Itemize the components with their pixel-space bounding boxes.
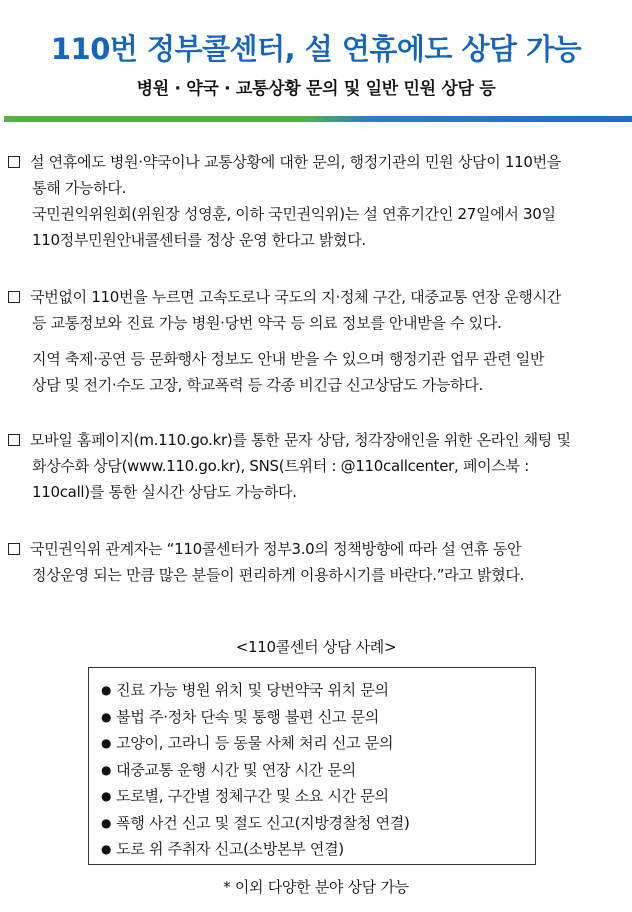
paragraph-line: 국민권익위원회(위원장 성영훈, 이하 국민권익위)는 설 연휴기간인 27일에서 30일 — [32, 205, 556, 223]
cases-title: <110콜센터 상담 사례> — [235, 638, 397, 656]
paragraph-line: 통해 가능하다. — [32, 179, 127, 197]
paragraph-line: 상담 및 전기·수도 고장, 학교폭력 등 각종 비긴급 신고상담도 가능하다. — [32, 376, 483, 394]
paragraph-line: 110call)를 통한 실시간 상담도 가능하다. — [32, 483, 297, 501]
bullet-icon: ● — [101, 815, 112, 830]
paragraph-2-continued — [8, 346, 628, 398]
paragraph-line: 등 교통정보와 진료 가능 병원·당번 약국 등 의료 정보를 안내받을 수 있다. — [32, 314, 502, 332]
paragraph-line: 국번없이 110번을 누르면 고속도로나 국도의 지·정체 구간, 대중교통 연장 운행시간 — [30, 288, 561, 306]
list-item: ● 대중교통 운행 시간 및 연장 시간 문의 — [101, 760, 356, 779]
divider-bar — [4, 116, 632, 122]
page-subtitle: 병원 · 약국 · 교통상황 문의 및 일반 민원 상담 등 — [136, 79, 496, 99]
bullet-icon: ● — [101, 762, 112, 777]
bullet-icon: ● — [101, 683, 112, 697]
checkbox-square-icon — [8, 434, 20, 446]
bullet-icon: ● — [101, 709, 112, 724]
cases-box — [88, 667, 536, 865]
paragraph-line: 설 연휴에도 병원·약국이나 교통상황에 대한 문의, 행정기관의 민원 상담이 110번을 — [30, 153, 561, 171]
list-item: ● 도로별, 구간별 정체구간 및 소요 시간 문의 — [101, 787, 389, 805]
paragraph-line: 110정부민원안내콜센터를 정상 운영 한다고 밝혔다. — [32, 231, 366, 249]
paragraph-line: 국민권익위 관계자는 “110콜센터가 정부3.0의 정책방향에 따라 설 연휴 동안 — [30, 540, 522, 558]
list-item: ● 폭행 사건 신고 및 절도 신고(지방경찰청 연결) — [101, 813, 410, 832]
paragraph-1 — [8, 149, 628, 253]
paragraph-3 — [8, 427, 628, 505]
list-item: ● 불법 주·정차 단속 및 통행 불편 신고 문의 — [101, 707, 379, 726]
paragraph-line: 정상운영 되는 만큼 많은 분들이 편리하게 이용하시기를 바란다.”라고 밝혔다. — [32, 566, 525, 584]
paragraph-line: 화상수화 상담(www.110.go.kr), SNS(트위터 : @110callcenter, 페이스북 : — [32, 457, 529, 475]
bullet-icon: ● — [101, 789, 112, 803]
page-title: 110번 정부콜센터, 설 연휴에도 상담 가능 — [50, 32, 582, 66]
paragraph-line: 지역 축제·공연 등 문화행사 정보도 안내 받을 수 있으며 행정기관 업무 관련 일반 — [32, 350, 545, 368]
footnote: * 이외 다양한 분야 상담 가능 — [223, 878, 409, 896]
paragraph-2 — [8, 284, 628, 336]
paragraph-line: 모바일 홈페이지(m.110.go.kr)를 통한 문자 상담, 청각장애인을 위한 온라인 채팅 및 — [30, 431, 571, 449]
paragraph-4 — [8, 536, 628, 588]
list-item: ● 진료 가능 병원 위치 및 당번약국 위치 문의 — [101, 681, 389, 699]
list-item: ● 고양이, 고라니 등 동물 사체 처리 신고 문의 — [101, 734, 394, 752]
checkbox-square-icon — [8, 156, 20, 168]
list-item: ● 도로 위 주취자 신고(소방본부 연결) — [101, 840, 344, 858]
checkbox-square-icon — [8, 543, 20, 555]
checkbox-square-icon — [8, 291, 20, 303]
bullet-icon: ● — [101, 842, 112, 856]
bullet-icon: ● — [101, 736, 112, 750]
